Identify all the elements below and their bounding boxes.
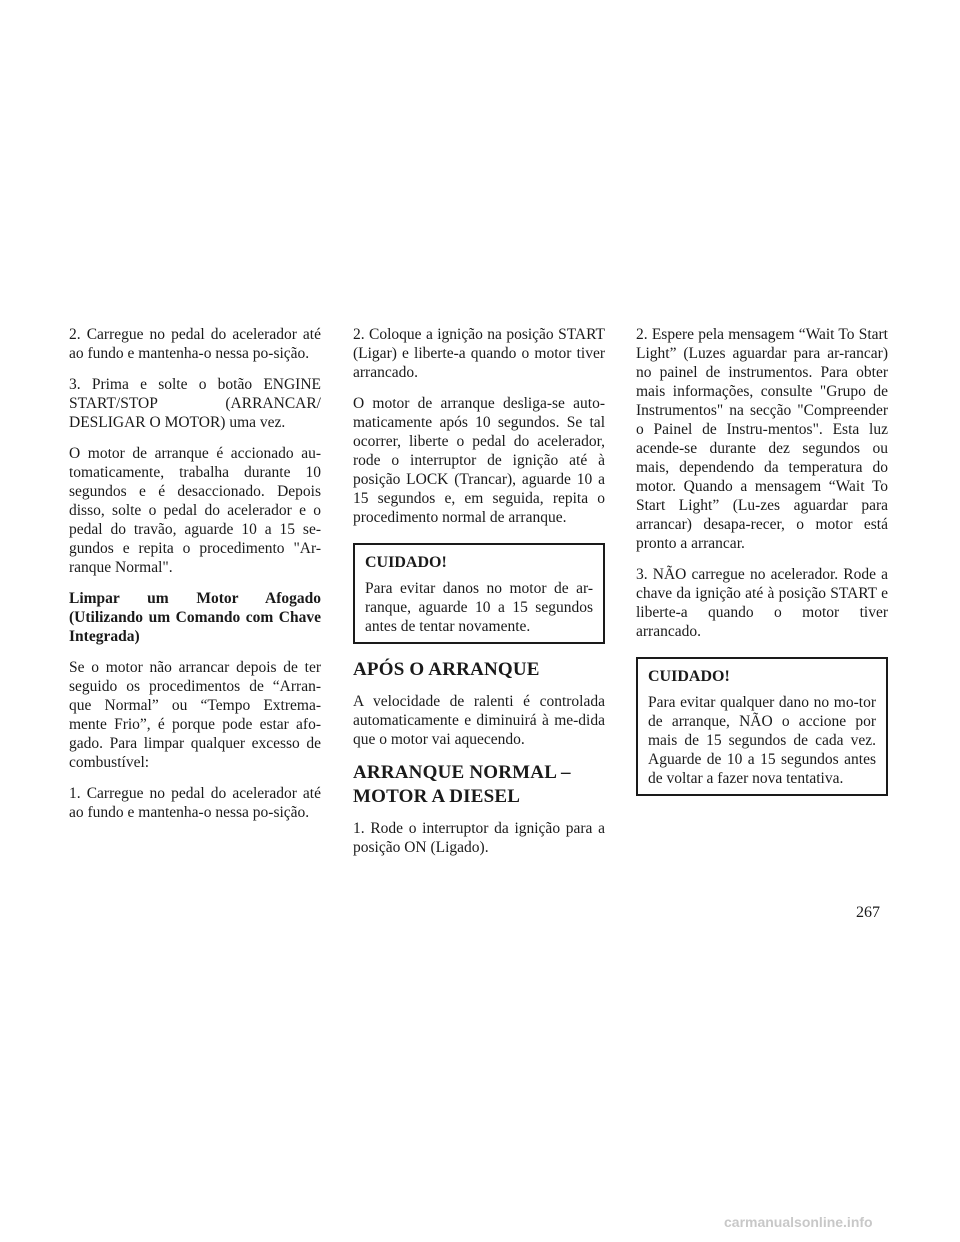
step-1-ignition-on: 1. Rode o interruptor da ignição para a posição ON (Ligado). xyxy=(353,820,605,856)
page-number: 267 xyxy=(856,904,880,921)
caution-box-2 xyxy=(636,657,888,796)
caution-title: CUIDADO! xyxy=(365,554,447,571)
flooded-engine-paragraph: Se o motor não arrancar depois de ter seguido os procedimentos de “Arran-que Normal” ou “Tempo Extrema-mente Frio”, é porque pode estar afo-gado. Para limpar qualquer excesso de combustível: xyxy=(69,659,321,771)
flooded-engine-subheading: Limpar um Motor Afogado (Utilizando um Comando com Chave Integrada) xyxy=(69,590,321,645)
starter-auto-off-paragraph: O motor de arranque desliga-se auto-maticamente após 10 segundos. Se tal ocorrer, liberte o pedal do acelerador, rode o interruptor de ignição até à posição LOCK (Trancar), aguarde 10 a 15 segundos e, em seguida, repita o procedimento normal de arranque. xyxy=(353,395,605,526)
column-1 xyxy=(69,325,321,834)
step-3-engine-start-stop: 3. Prima e solte o botão ENGINE START/STOP (ARRANCAR/ DESLIGAR O MOTOR) uma vez. xyxy=(69,376,321,431)
caution-text: Para evitar qualquer dano no mo-tor de arranque, NÃO o accione por mais de 15 segundos de cada vez. Aguarde de 10 a 15 segundos antes de voltar a fazer nova tentativa. xyxy=(648,694,876,787)
idle-speed-paragraph: A velocidade de ralenti é controlada automaticamente e diminuirá à me-dida que o motor vai aquecendo. xyxy=(353,693,605,748)
diesel-start-heading: ARRANQUE NORMAL – MOTOR A DIESEL xyxy=(353,762,571,807)
step-2-accelerator: 2. Carregue no pedal do acelerador até ao fundo e mantenha-o nessa po-sição. xyxy=(69,326,321,362)
caution-text: Para evitar danos no motor de ar-ranque, aguarde 10 a 15 segundos antes de tentar novamente. xyxy=(365,580,593,635)
caution-title: CUIDADO! xyxy=(648,668,730,685)
step-2-wait-to-start: 2. Espere pela mensagem “Wait To Start Light” (Luzes aguardar para ar-rancar) no painel de instrumentos. Para obter mais informações, consulte "Grupo de Instrumentos" na secção "Compreender o Painel de Instru-mentos". Esta luz acende-se durante dez segundos ou mais, dependendo da temperatura do motor. Quando a mensagem “Wait To Start Light” (Lu-zes aguardar para arrancar) desapa-recer, o motor está pronto a arrancar. xyxy=(636,326,888,552)
column-2 xyxy=(353,325,605,869)
starter-info-paragraph: O motor de arranque é accionado au-tomaticamente, trabalha durante 10 segundos e é desaccionado. Depois disso, solte o pedal do acelerador e o pedal do travão, aguarde 10 a 15 se-gundos e repita o procedimento "Ar-ranque Normal". xyxy=(69,445,321,576)
step-3-no-accelerator: 3. NÃO carregue no acelerador. Rode a chave da ignição até à posição START e liberte-a quando o motor tiver arrancado. xyxy=(636,566,888,640)
caution-box-1 xyxy=(353,543,605,644)
step-2-ignition-start: 2. Coloque a ignição na posição START (Ligar) e liberte-a quando o motor tiver arrancado. xyxy=(353,326,605,381)
step-1-accelerator: 1. Carregue no pedal do acelerador até ao fundo e mantenha-o nessa po-sição. xyxy=(69,785,321,821)
watermark: carmanualsonline.info xyxy=(724,1214,873,1230)
after-start-heading: APÓS O ARRANQUE xyxy=(353,659,540,680)
column-3 xyxy=(636,325,888,810)
